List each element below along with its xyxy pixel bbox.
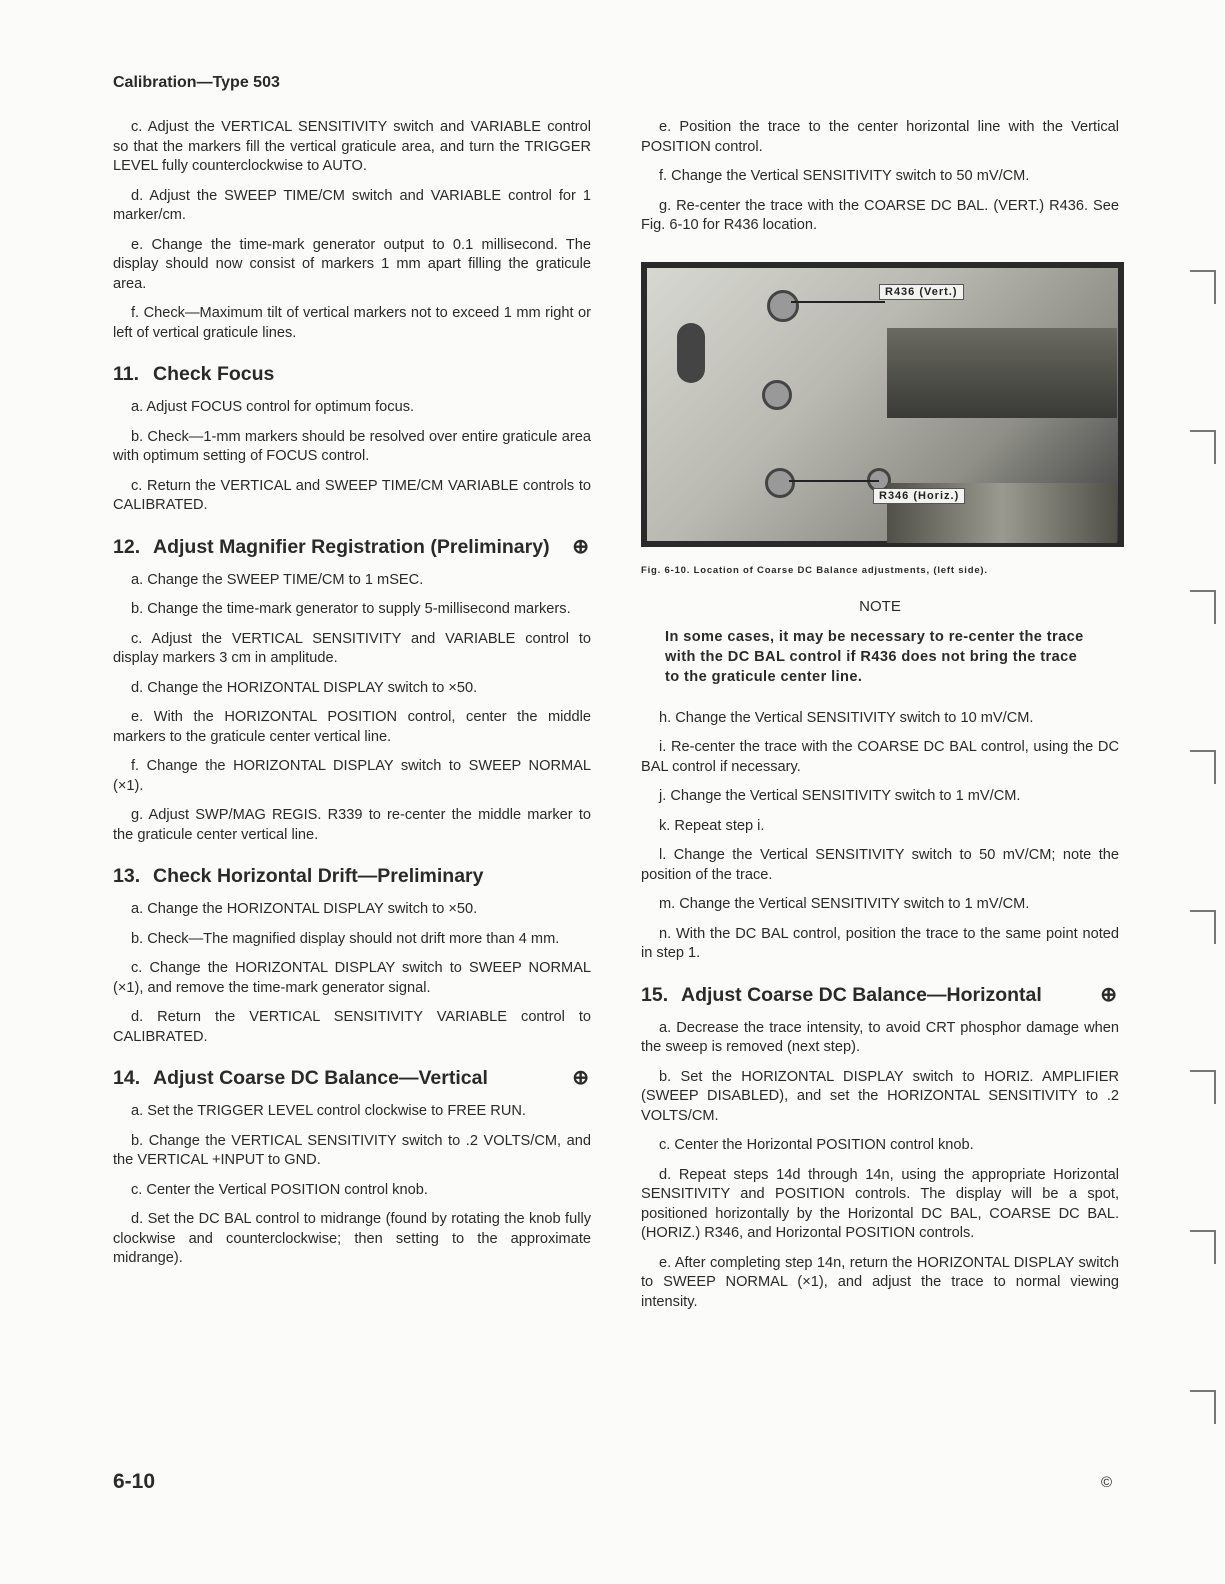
step-paragraph: c. Center the Horizontal POSITION control knob.: [659, 1137, 974, 1153]
step-paragraph: d. Repeat steps 14d through 14n, using the appropriate Horizontal SENSITIVITY and POSITION controls. The display will be a spot, positioned horizontally by the Horizontal DC BAL, COARSE DC BAL. (HORIZ.) R346, and Horizontal POSITION controls.: [641, 1166, 1119, 1241]
margin-tab: [1190, 910, 1216, 944]
section-heading: [113, 1067, 591, 1090]
step-paragraph: f. Check—Maximum tilt of vertical markers not to exceed 1 mm right or left of vertical graticule lines.: [113, 305, 591, 341]
connector: [677, 323, 705, 383]
section-title: Check Focus: [153, 363, 275, 385]
margin-tab: [1190, 1390, 1216, 1424]
step-paragraph: g. Adjust SWP/MAG REGIS. R339 to re-center the middle marker to the graticule center vertical line.: [113, 807, 591, 843]
step-paragraph: d. Change the HORIZONTAL DISPLAY switch to ×50.: [131, 679, 478, 696]
margin-tab: [1190, 270, 1216, 304]
section-heading: [113, 536, 591, 559]
adjustment-symbol-icon: ⊕: [572, 535, 589, 558]
margin-tab: [1190, 750, 1216, 784]
section-title: Adjust Coarse DC Balance—Horizontal: [681, 983, 1042, 1006]
left-column: [113, 118, 591, 1279]
section-heading: [641, 984, 1119, 1007]
step-paragraph: k. Repeat step i.: [659, 817, 765, 834]
step-paragraph: h. Change the Vertical SENSITIVITY switch to 10 mV/CM.: [659, 709, 1034, 726]
step-paragraph: b. Change the VERTICAL SENSITIVITY switch to .2 VOLTS/CM, and the VERTICAL +INPUT to GND.: [113, 1132, 591, 1168]
right-bottom-steps: [641, 709, 1119, 1313]
figure-6-10: [641, 262, 1124, 547]
margin-tab: [1190, 590, 1216, 624]
step-paragraph: f. Change the Vertical SENSITIVITY switch to 50 mV/CM.: [659, 168, 1030, 184]
callout-r346: R346 (Horiz.): [873, 488, 965, 504]
figure-caption: Fig. 6-10. Location of Coarse DC Balance adjustments, (left side).: [641, 564, 988, 576]
section-number: 14.: [113, 1067, 141, 1089]
step-paragraph: c. Center the Vertical POSITION control knob.: [131, 1181, 428, 1198]
note-title: NOTE: [859, 597, 901, 615]
page-number: 6-10: [113, 1470, 156, 1493]
margin-tab: [1190, 1230, 1216, 1264]
step-paragraph: j. Change the Vertical SENSITIVITY switch to 1 mV/CM.: [659, 788, 1021, 804]
section-number: 15.: [641, 983, 669, 1006]
section-number: 11.: [113, 363, 140, 385]
step-paragraph: a. Set the TRIGGER LEVEL control clockwise to FREE RUN.: [131, 1103, 526, 1119]
r436-knob: [767, 290, 799, 322]
step-paragraph: b. Check—1-mm markers should be resolved over entire graticule area with optimum setting of FOCUS control.: [113, 428, 591, 464]
step-paragraph: f. Change the HORIZONTAL DISPLAY switch to SWEEP NORMAL (×1).: [113, 758, 591, 794]
step-paragraph: a. Change the HORIZONTAL DISPLAY switch to ×50.: [131, 901, 478, 917]
step-paragraph: d. Return the VERTICAL SENSITIVITY VARIABLE control to CALIBRATED.: [113, 1009, 591, 1045]
step-paragraph: m. Change the Vertical SENSITIVITY switch to 1 mV/CM.: [659, 896, 1030, 912]
section-heading: [113, 865, 591, 888]
step-paragraph: e. Position the trace to the center horizontal line with the Vertical POSITION control.: [641, 119, 1119, 155]
copyright-mark: ©: [1101, 1474, 1113, 1491]
section-number: 12.: [113, 535, 141, 558]
step-paragraph: l. Change the Vertical SENSITIVITY switch to 50 mV/CM; note the position of the trace.: [641, 847, 1119, 883]
section-heading: [113, 363, 591, 386]
r346-knob: [765, 468, 795, 498]
section-number: 13.: [113, 865, 141, 887]
section-title: Adjust Magnifier Registration (Preliminary): [153, 535, 550, 558]
step-paragraph: c. Return the VERTICAL and SWEEP TIME/CM VARIABLE controls to CALIBRATED.: [113, 477, 591, 513]
callout-line-top: [791, 301, 885, 303]
step-paragraph: c. Change the HORIZONTAL DISPLAY switch to SWEEP NORMAL (×1), and remove the time-mark generator signal.: [113, 960, 591, 996]
step-paragraph: b. Change the time-mark generator to supply 5-millisecond markers.: [131, 601, 571, 617]
step-paragraph: a. Adjust FOCUS control for optimum focus.: [131, 399, 415, 415]
margin-tab: [1190, 1070, 1216, 1104]
step-paragraph: d. Set the DC BAL control to midrange (found by rotating the knob fully clockwise and counterclockwise; then setting to the approximate midrange).: [113, 1211, 591, 1266]
step-paragraph: d. Adjust the SWEEP TIME/CM switch and VARIABLE control for 1 marker/cm.: [113, 187, 591, 223]
circuit-area: [887, 328, 1117, 418]
step-paragraph: g. Re-center the trace with the COARSE DC BAL. (VERT.) R436. See Fig. 6-10 for R436 location.: [641, 197, 1119, 233]
callout-r436: R436 (Vert.): [879, 284, 964, 300]
right-column: [641, 118, 1119, 1322]
control-knob: [762, 380, 792, 410]
section-title: Check Horizontal Drift—Preliminary: [153, 865, 484, 887]
adjustment-symbol-icon: ⊕: [572, 1067, 589, 1089]
step-paragraph: b. Check—The magnified display should not drift more than 4 mm.: [131, 930, 560, 947]
section-title: Adjust Coarse DC Balance—Vertical: [153, 1067, 488, 1089]
step-paragraph: c. Adjust the VERTICAL SENSITIVITY switch and VARIABLE control so that the markers fill the vertical graticule area, and turn the TRIGGER LEVEL fully counterclockwise to AUTO.: [113, 119, 591, 174]
right-top-steps: [641, 118, 1119, 236]
margin-tab: [1190, 430, 1216, 464]
running-header: Calibration—Type 503: [113, 74, 280, 91]
step-paragraph: a. Decrease the trace intensity, to avoid CRT phosphor damage when the sweep is removed (next step).: [641, 1019, 1119, 1055]
note-body: In some cases, it may be necessary to re-center the trace with the DC BAL control if R436 does not bring the trace to the graticule center line.: [665, 628, 1084, 685]
step-paragraph: a. Change the SWEEP TIME/CM to 1 mSEC.: [131, 571, 424, 588]
callout-line-bottom: [789, 480, 879, 482]
step-paragraph: b. Set the HORIZONTAL DISPLAY switch to HORIZ. AMPLIFIER (SWEEP DISABLED), and set the HORIZONTAL SENSITIVITY to .2 VOLTS/CM.: [641, 1068, 1119, 1124]
step-paragraph: e. With the HORIZONTAL POSITION control, center the middle markers to the graticule center vertical line.: [113, 709, 591, 745]
adjustment-symbol-icon: ⊕: [1100, 983, 1117, 1006]
step-paragraph: e. Change the time-mark generator output to 0.1 millisecond. The display should now consist of markers 1 mm apart filling the graticule area.: [113, 236, 591, 292]
step-paragraph: c. Adjust the VERTICAL SENSITIVITY and VARIABLE control to display markers 3 cm in amplitude.: [113, 630, 591, 666]
step-paragraph: i. Re-center the trace with the COARSE DC BAL control, using the DC BAL control if necessary.: [641, 739, 1119, 775]
step-paragraph: e. After completing step 14n, return the HORIZONTAL DISPLAY switch to SWEEP NORMAL (×1), and adjust the trace to normal viewing intensity.: [641, 1254, 1119, 1310]
step-paragraph: n. With the DC BAL control, position the trace to the same point noted in step 1.: [641, 925, 1119, 961]
